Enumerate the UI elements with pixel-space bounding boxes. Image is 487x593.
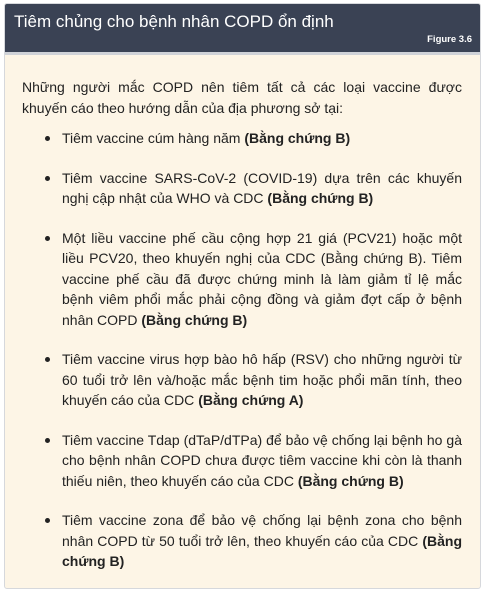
figure-card	[4, 3, 481, 589]
figure-title: Tiêm chủng cho bệnh nhân COPD ổn định	[14, 12, 334, 31]
recommendation-list	[22, 128, 462, 572]
evidence-level: (Bằng chứng B)	[141, 311, 248, 328]
evidence-level: (Bằng chứng B)	[62, 532, 462, 569]
list-item	[22, 510, 462, 572]
intro-paragraph: Những người mắc COPD nên tiêm tất cả các loại vaccine được khuyến cáo theo hướng dẫn của địa phương sở tại:	[22, 79, 462, 116]
figure-content	[5, 55, 480, 572]
evidence-level: (Bằng chứng B)	[297, 472, 404, 489]
evidence-level: (Bằng chứng A)	[198, 392, 304, 408]
bullet-icon	[45, 357, 50, 362]
list-item	[22, 128, 462, 149]
list-item	[22, 168, 462, 209]
item-text: Tiêm vaccine zona để bảo vệ chống lại bệnh zona cho bệnh nhân COPD từ 50 tuổi trở lên, theo khuyến cáo của CDC	[62, 512, 462, 549]
bullet-icon	[45, 236, 50, 241]
item-text: Tiêm vaccine virus hợp bào hô hấp (RSV) cho những người từ 60 tuổi trở lên và/hoặc mắc bệnh tim hoặc phổi mãn tính, theo khuyến cáo của CDC	[62, 351, 462, 408]
bullet-icon	[45, 136, 50, 141]
evidence-level: (Bằng chứng B)	[244, 130, 351, 146]
evidence-level: (Bằng chứng B)	[267, 190, 374, 206]
list-item	[22, 349, 462, 411]
figure-number: Figure 3.6	[427, 34, 472, 45]
list-item	[22, 430, 462, 492]
item-text: Tiêm vaccine Tdap (dTaP/dTPa) để bảo vệ chống lại bệnh ho gà cho bệnh nhân COPD chưa được tiêm vaccine khi còn là thanh thiếu niên, theo khuyến cáo của CDC	[62, 431, 462, 489]
item-text: Tiêm vaccine cúm hàng năm	[62, 130, 245, 146]
bullet-icon	[45, 438, 50, 443]
list-item	[22, 228, 462, 331]
bullet-icon	[45, 176, 50, 181]
figure-header	[5, 4, 480, 55]
item-text: Tiêm vaccine SARS-CoV-2 (COVID-19) dựa trên các khuyến nghị cập nhật của WHO và CDC	[62, 169, 462, 206]
bullet-icon	[45, 518, 50, 523]
item-text: Một liều vaccine phế cầu cộng hợp 21 giá (PCV21) hoặc một liều PCV20, theo khuyến nghị của CDC (Bằng chứng B). Tiêm vaccine phế cầu đã được chứng minh là làm giảm tỉ lệ mắc bệnh viêm phổi mắc phải cộng đồng và giảm đợt cấp ở bệnh nhân COPD	[62, 229, 462, 328]
